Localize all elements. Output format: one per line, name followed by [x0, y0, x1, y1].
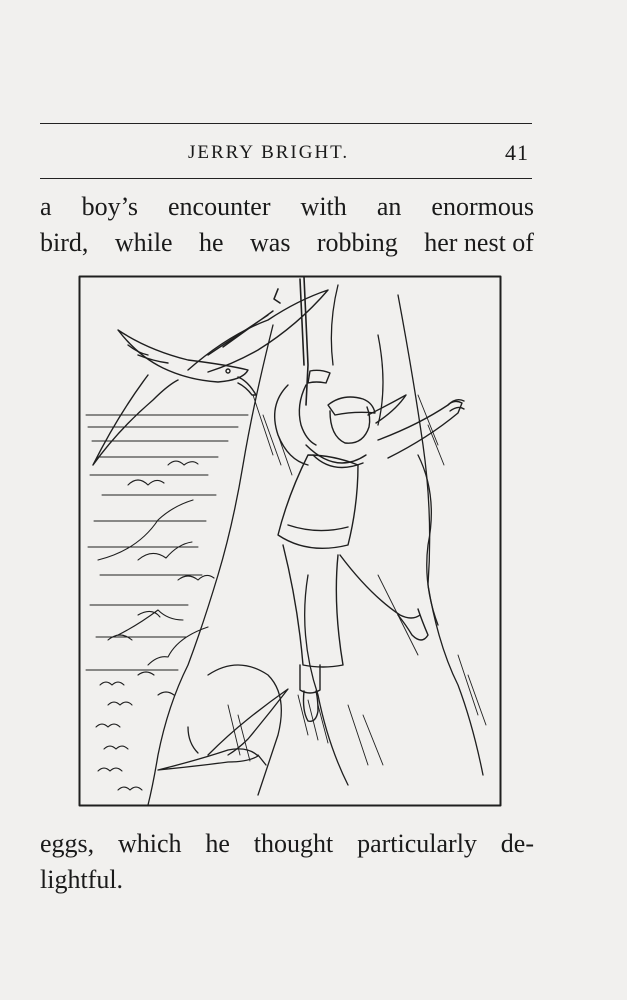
text-line-1	[40, 192, 534, 222]
cliff	[148, 285, 486, 805]
page-number: 41	[505, 140, 529, 165]
word: de-	[500, 829, 534, 858]
text-line-2	[40, 228, 534, 258]
word: encounter	[167, 192, 271, 221]
boy-figure	[275, 370, 464, 721]
engraving-illustration	[78, 275, 502, 807]
gull-lower	[158, 689, 288, 770]
word: enormous	[431, 192, 534, 221]
header-rule-top	[40, 123, 532, 124]
running-title: JERRY BRIGHT.	[188, 142, 350, 163]
word: boy’s	[81, 192, 138, 221]
word: lightful.	[40, 865, 124, 894]
word: an	[376, 192, 402, 221]
text-line-4	[40, 865, 534, 895]
word: bird,	[40, 228, 89, 257]
sea-lines	[86, 415, 248, 670]
large-bird	[93, 290, 328, 465]
word: with	[300, 192, 347, 221]
word: particularly	[357, 829, 477, 858]
word: while	[114, 228, 173, 257]
header-rule-bottom	[40, 178, 532, 179]
distant-gulls	[96, 461, 214, 790]
word: eggs,	[40, 829, 95, 858]
text-line-3	[40, 829, 534, 859]
rope	[274, 277, 308, 405]
word: robbing	[316, 228, 398, 257]
word: thought	[253, 829, 334, 858]
word: a	[40, 192, 52, 221]
word: was	[250, 228, 291, 257]
gull-mid	[98, 500, 208, 665]
word: he	[199, 228, 224, 257]
word: her nest of	[424, 228, 534, 257]
word: he	[205, 829, 230, 858]
word: which	[118, 829, 182, 858]
